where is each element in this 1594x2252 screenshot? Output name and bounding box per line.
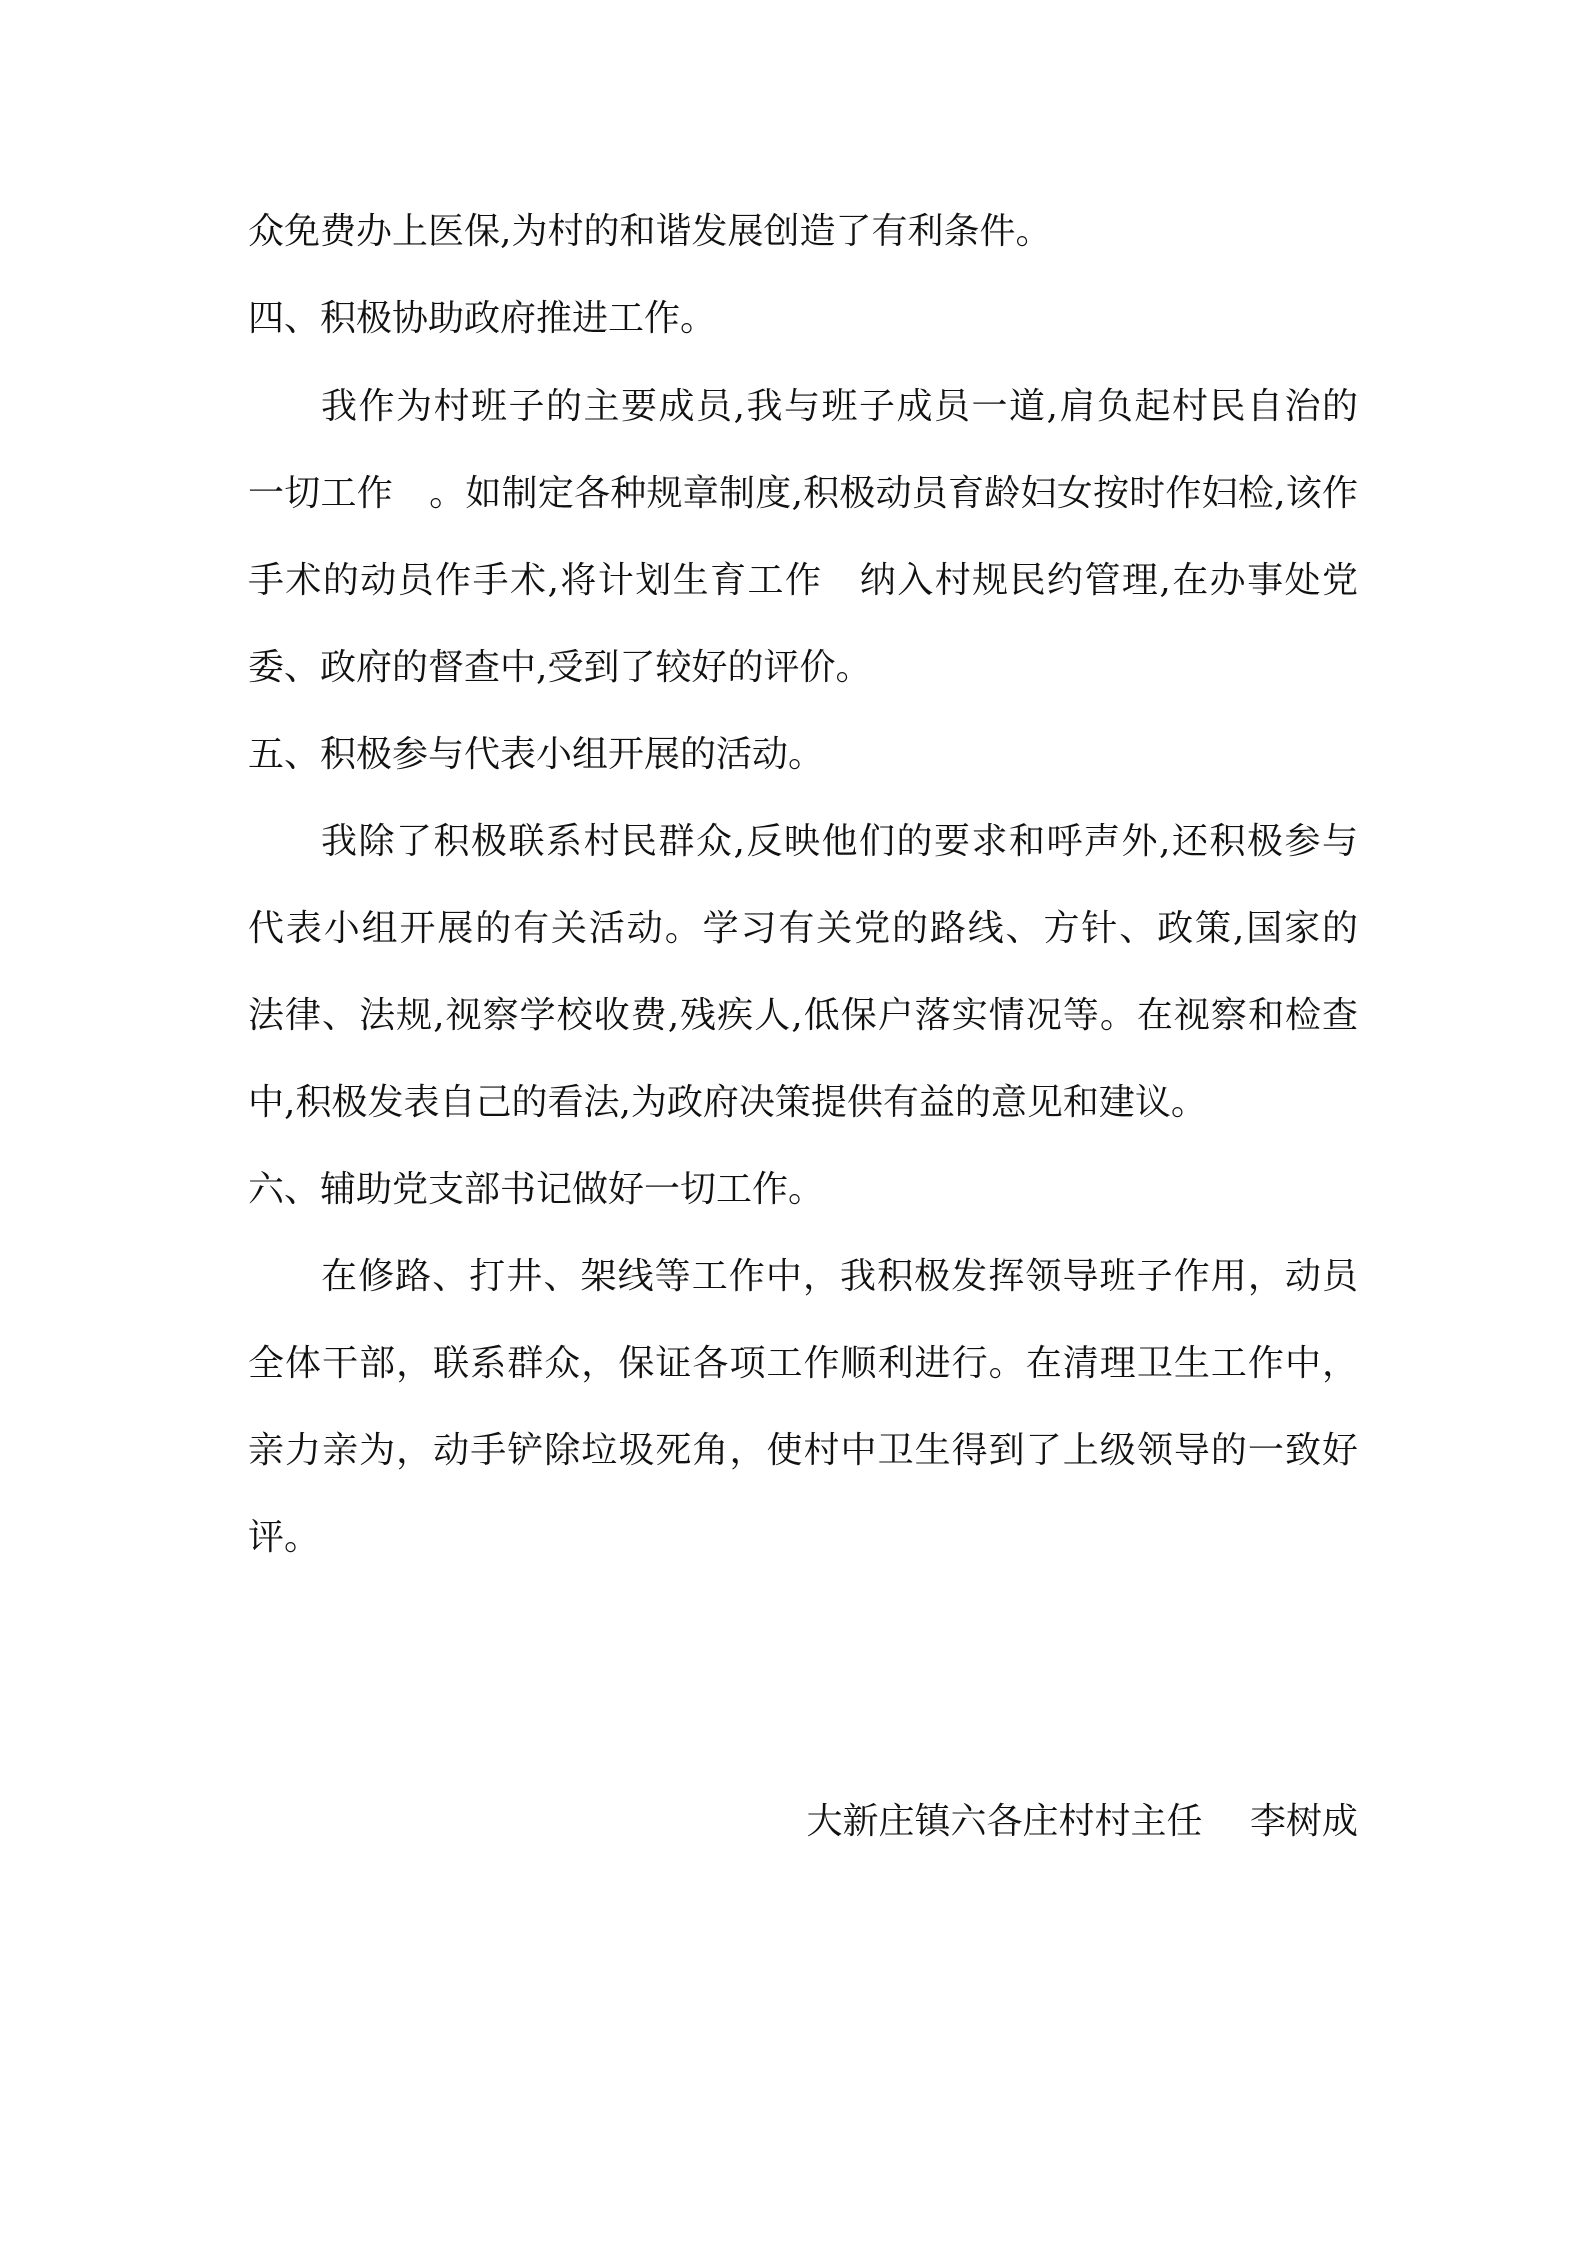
section-heading: 六、辅助党支部书记做好一切工作。	[248, 1169, 825, 1210]
body-line: 一切工作 。如制定各种规章制度,积极动员育龄妇女按时作妇检,该作	[248, 473, 1358, 514]
body-line: 代表小组开展的有关活动。学习有关党的路线、方针、政策,国家的	[248, 908, 1358, 949]
section-heading: 五、积极参与代表小组开展的活动。	[248, 734, 825, 775]
body-line: 评。	[248, 1517, 321, 1558]
body-line: 全体干部，联系群众，保证各项工作顺利进行。在清理卫生工作中，	[248, 1343, 1358, 1384]
body-line: 众免费办上医保,为村的和谐发展创造了有利条件。	[248, 211, 1052, 252]
body-line: 手术的动员作手术,将计划生育工作 纳入村规民约管理,在办事处党	[248, 560, 1358, 601]
body-line: 在修路、打井、架线等工作中，我积极发挥领导班子作用，动员	[321, 1256, 1358, 1297]
body-line: 委、政府的督查中,受到了较好的评价。	[248, 647, 872, 688]
body-line: 我除了积极联系村民群众,反映他们的要求和呼声外,还积极参与	[321, 821, 1358, 862]
section-heading: 四、积极协助政府推进工作。	[248, 298, 717, 339]
body-line: 亲力亲为，动手铲除垃圾死角，使村中卫生得到了上级领导的一致好	[248, 1430, 1358, 1471]
body-line: 法律、法规,视察学校收费,残疾人,低保户落实情况等。在视察和检查	[248, 995, 1358, 1036]
body-line: 我作为村班子的主要成员,我与班子成员一道,肩负起村民自治的	[321, 386, 1358, 427]
signature: 大新庄镇六各庄村村主任 李树成	[806, 1801, 1358, 1842]
body-line: 中,积极发表自己的看法,为政府决策提供有益的意见和建议。	[248, 1082, 1207, 1123]
